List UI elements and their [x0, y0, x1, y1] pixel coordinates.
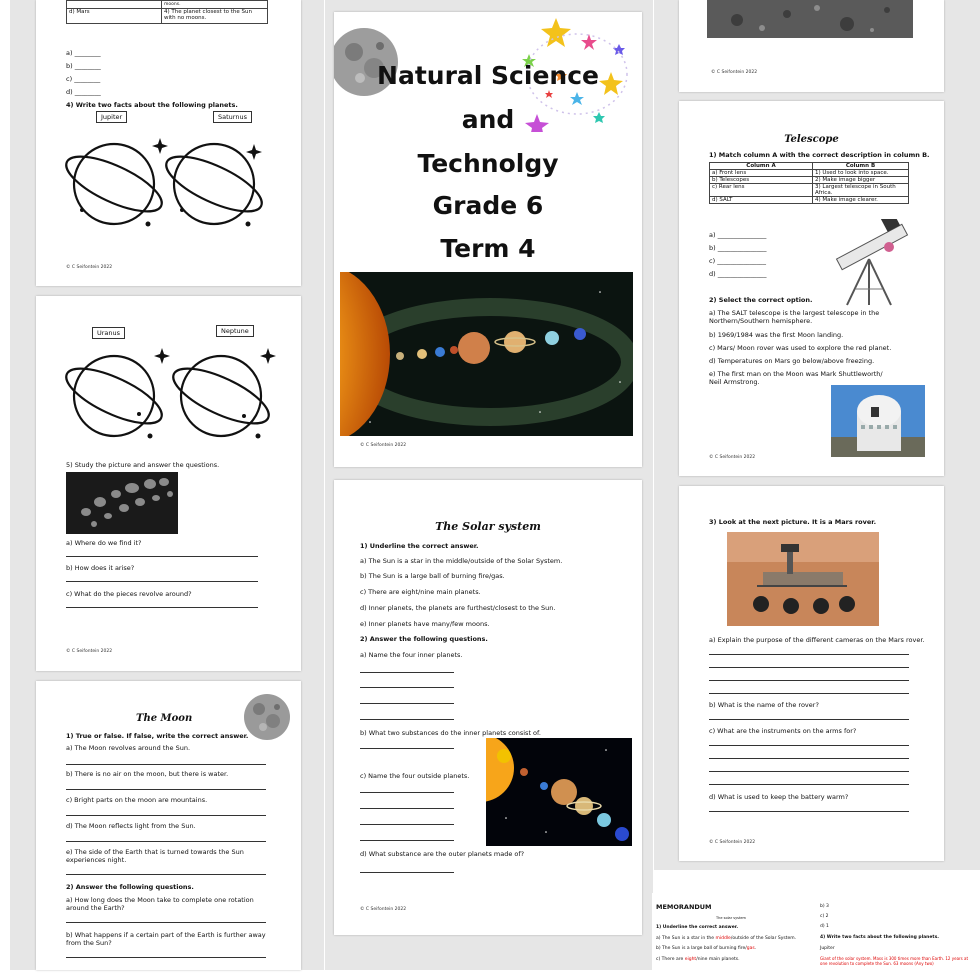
question-5b: b) How does it arise?: [66, 564, 135, 572]
answer-line: [709, 719, 909, 720]
answer-line: [66, 815, 266, 816]
answer-line: [66, 789, 266, 790]
page-title: The Moon: [136, 713, 193, 724]
planets-photo: [486, 738, 632, 846]
column-b-header: Column B: [813, 163, 909, 170]
page-footer: © C Seifontein 2022: [66, 265, 113, 270]
question-2a: a) How long does the Moon take to complete one rotation around the Earth?: [66, 896, 254, 912]
question-3c: c) What are the instruments on the arms for?: [709, 727, 857, 735]
memo-mark-d: d) 1: [820, 924, 829, 929]
question-2: 2) Answer the following questions.: [360, 635, 488, 643]
option-e: e) The first man on the Moon was Mark Shuttleworth/ Neil Armstrong.: [709, 370, 883, 386]
answer-line: [66, 607, 258, 608]
planet-label-neptune: Neptune: [216, 325, 254, 337]
question-1: 1) True or false. If false, write the correct answer.: [66, 732, 249, 740]
question-5a: a) Where do we find it?: [66, 539, 142, 547]
page-title: The Solar system: [435, 520, 541, 533]
answer-a: a) ________: [66, 49, 101, 57]
memo-line-a: a) The Sun is a star in the middle/outside of the Solar System.: [656, 936, 797, 941]
answer-a: a) _______________: [709, 231, 767, 239]
item-e: e) Inner planets have many/few moons.: [360, 620, 490, 628]
page-footer: © C Seifontein 2022: [360, 907, 407, 912]
item-a: a) The Sun is a star in the middle/outside of the Solar System.: [360, 557, 563, 565]
option-d: d) Temperatures on Mars go below/above freezing.: [709, 357, 875, 365]
question-2c: c) Name the four outside planets.: [360, 772, 470, 780]
memo-planet: Jupiter: [820, 946, 835, 951]
question-2d: d) What substance are the outer planets made of?: [360, 850, 525, 858]
planet-outline-2: [159, 144, 268, 224]
question-5: 5) Study the picture and answer the questions.: [66, 461, 220, 469]
option-c: c) Mars/ Moon rover was used to explore the red planet.: [709, 344, 892, 352]
question-3b: b) What is the name of the rover?: [709, 701, 819, 709]
question-2b: b) What two substances do the inner planets consist of.: [360, 729, 541, 737]
answer-line: [709, 745, 909, 746]
memo-question-4: 4) Write two facts about the following planets.: [820, 935, 939, 940]
memo-question-1: 1) Underline the correct answer.: [656, 925, 739, 930]
question-2: 2) Select the correct option.: [709, 296, 813, 304]
answer-line: [360, 808, 454, 809]
worksheet-page-moon: [36, 681, 301, 970]
answer-line: [66, 922, 266, 923]
page-footer: © C Seifontein 2022: [711, 70, 758, 75]
planet-label-uranus: Uranus: [92, 327, 125, 339]
answer-c: c) _______________: [709, 257, 766, 265]
question-3: 3) Look at the next picture. It is a Mars rover.: [709, 518, 877, 526]
worksheet-page-telescope: [679, 101, 944, 476]
answer-c: c) ________: [66, 75, 101, 83]
question-2a: a) Name the four inner planets.: [360, 651, 463, 659]
page-footer: © C Seifontein 2022: [360, 443, 407, 448]
statement-b: b) There is no air on the moon, but there is water.: [66, 770, 229, 778]
answer-line: [66, 957, 266, 958]
table-cell: 3) Largest telescope in South Africa.: [813, 184, 909, 197]
cover-title-line-4: Grade 6: [432, 191, 544, 220]
table-cell: 4) Make image clearer.: [813, 197, 909, 204]
planet-label-saturnus: Saturnus: [213, 111, 252, 123]
planet-drawings: [62, 132, 272, 232]
statement-a: a) The Moon revolves around the Sun.: [66, 744, 191, 752]
cover-title-line-2: and: [461, 105, 515, 134]
question-3d: d) What is used to keep the battery warm?: [709, 793, 849, 801]
answer-line: [709, 758, 909, 759]
answer-line: [360, 872, 454, 873]
question-2: 2) Answer the following questions.: [66, 883, 194, 891]
option-a: a) The SALT telescope is the largest telescope in the Northern/Southern hemisphere.: [709, 309, 880, 325]
table-cell: c) Rear lens: [710, 184, 813, 197]
moon-photo: [243, 693, 291, 741]
answer-line: [360, 719, 454, 720]
question-1: 1) Underline the correct answer.: [360, 542, 479, 550]
memo-line-b: b) The Sun is a large ball of burning fire/gas.: [656, 946, 757, 951]
item-d: d) Inner planets, the planets are furthest/closest to the Sun.: [360, 604, 556, 612]
worksheet-page-uranus-neptune: [36, 296, 301, 671]
answer-line: [360, 748, 454, 749]
answer-line: [360, 687, 454, 688]
page-footer: © C Seifontein 2022: [709, 455, 756, 460]
worksheet-page-moon-surface: [679, 0, 944, 92]
answer-b: b) ________: [66, 62, 101, 70]
cover-title-line-3: Technolgy: [417, 149, 559, 178]
answer-line: [66, 764, 266, 765]
answer-line: [360, 840, 454, 841]
planet-drawings: [64, 344, 279, 444]
answer-line: [66, 581, 258, 582]
answer-line: [709, 771, 909, 772]
mars-rover-photo: [727, 532, 879, 626]
question-4: 4) Write two facts about the following planets.: [66, 101, 238, 109]
table-cell: a) Front lens: [710, 170, 813, 177]
column-a-header: Column A: [710, 163, 813, 170]
asteroid-photo: [66, 472, 178, 534]
cover-page: [334, 12, 642, 467]
question-5c: c) What do the pieces revolve around?: [66, 590, 192, 598]
answer-line: [709, 667, 909, 668]
statement-d: d) The Moon reflects light from the Sun.: [66, 822, 196, 830]
answer-line: [709, 811, 909, 812]
answer-d: d) ________: [66, 88, 101, 96]
match-table-fragment: moons. d) Mars 4) The planet closest to the Sun with no moons.: [66, 0, 268, 24]
answer-line: [66, 556, 258, 557]
solar-system-photo: [340, 272, 633, 436]
memo-subtitle: The solar system: [716, 916, 746, 920]
answer-line: [360, 672, 454, 673]
moon-surface-photo: [707, 0, 913, 38]
memo-mark-c: c) 2: [820, 914, 829, 919]
worksheet-page-mars-rover: [679, 486, 944, 861]
answer-line: [360, 824, 454, 825]
answer-line: [709, 784, 909, 785]
planet-outline-1: [62, 144, 169, 224]
page-footer: © C Seifontein 2022: [66, 649, 113, 654]
memo-title: MEMORANDUM: [656, 903, 712, 911]
worksheet-page-planets: [36, 0, 301, 286]
table-cell: d) SALT: [710, 197, 813, 204]
memo-fact: Giant of the solar system. Mass is 300 times more than Earth. 12 years at one revolution to complete the Sun. 63 moons (Any two): [820, 956, 969, 966]
statement-e: e) The side of the Earth that is turned towards the Sun experiences night.: [66, 848, 244, 864]
telescope-photo: [827, 219, 913, 307]
page-footer: © C Seifontein 2022: [709, 840, 756, 845]
question-2b: b) What happens if a certain part of the Earth is further away from the Sun?: [66, 931, 266, 947]
question-3a: a) Explain the purpose of the different cameras on the Mars rover.: [709, 636, 925, 644]
item-b: b) The Sun is a large ball of burning fire/gas.: [360, 572, 505, 580]
memo-line-c: c) There are eight/nine main planets.: [656, 957, 740, 962]
item-c: c) There are eight/nine main planets.: [360, 588, 481, 596]
answer-line: [66, 841, 266, 842]
worksheet-page-solar-system: [334, 480, 642, 935]
answer-b: b) _______________: [709, 244, 767, 252]
option-b: b) 1969/1984 was the first Moon landing.: [709, 331, 844, 339]
answer-line: [709, 693, 909, 694]
table-cell: 1) Used to look into space.: [813, 170, 909, 177]
cover-title-line-5: Term 4: [440, 234, 536, 263]
answer-line: [360, 703, 454, 704]
cover-title-line-1: Natural Science: [377, 61, 599, 90]
answer-line: [709, 654, 909, 655]
planet-label-jupiter: Jupiter: [96, 111, 127, 123]
memorandum-page: [652, 893, 980, 980]
answer-line: [66, 874, 266, 875]
memo-mark-b: b) 3: [820, 904, 829, 909]
table-cell: b) Telescopes: [710, 177, 813, 184]
page-title: Telescope: [784, 134, 839, 145]
salt-telescope-photo: [831, 385, 925, 457]
table-cell: 2) Make image bigger: [813, 177, 909, 184]
question-1: 1) Match column A with the correct description in column B.: [709, 151, 930, 159]
answer-line: [709, 680, 909, 681]
statement-c: c) Bright parts on the moon are mountains.: [66, 796, 208, 804]
answer-line: [360, 792, 454, 793]
answer-d: d) _______________: [709, 270, 767, 278]
match-table: [709, 162, 909, 204]
